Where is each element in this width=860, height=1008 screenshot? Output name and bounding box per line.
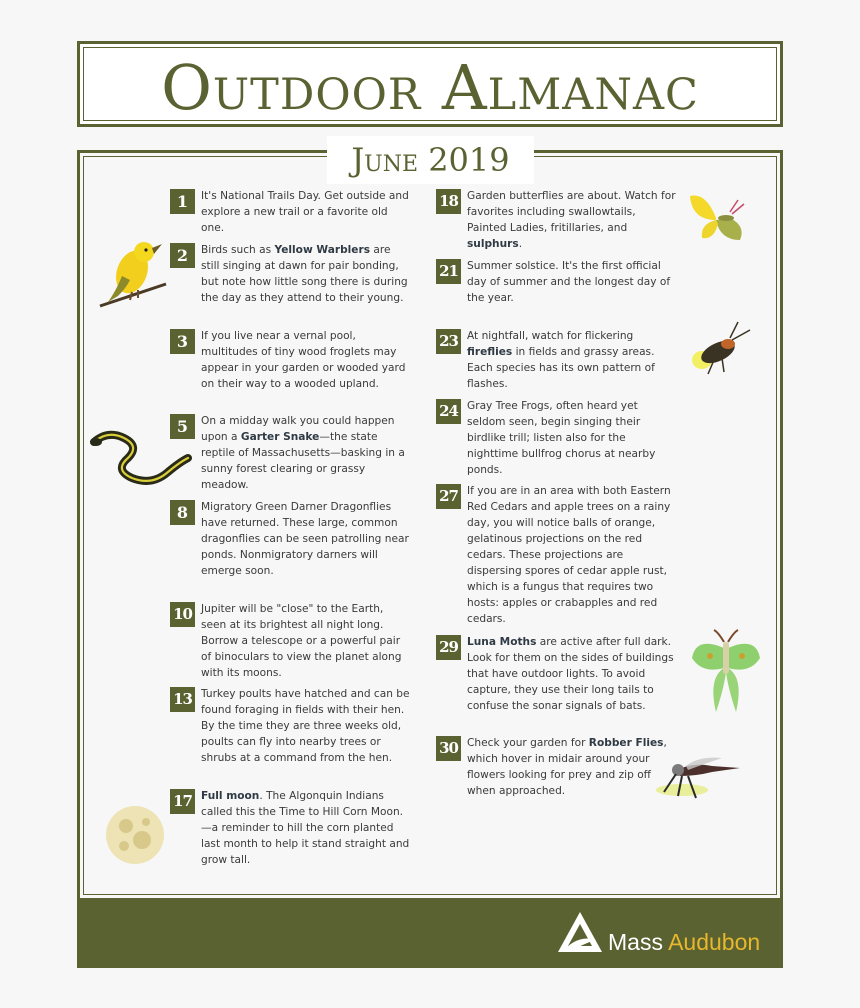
mass-audubon-wordmark[interactable]: [608, 927, 760, 957]
highlight-term: fireflies: [467, 346, 513, 358]
text-segment: Jupiter will be "close" to the Earth, seen at its brightest all night long. Borrow a telescope or a powerful pair of binoculars to view the planet along with its moons.: [201, 603, 402, 679]
entry-text: [201, 499, 410, 579]
text-segment: On a midday walk you could happen upon a: [201, 415, 395, 443]
text-segment: are still singing at dawn for pair bonding, but note how little song there is during the day as they attend to their young.: [201, 244, 408, 304]
text-segment: . The Algonquin Indians called this the Time to Hill Corn Moon. —a reminder to hill the corn planted last month to help it stand straight and grow tall.: [201, 790, 410, 866]
mass-audubon-logo-icon: [556, 910, 604, 954]
highlight-term: sulphurs: [467, 238, 519, 250]
day-badge: 13: [170, 687, 195, 712]
entry-text: [467, 634, 676, 714]
sulphur-butterfly-icon: [686, 190, 748, 244]
day-badge: 18: [436, 189, 461, 214]
day-badge: 2: [170, 243, 195, 268]
day-badge: 29: [436, 635, 461, 660]
day-badge: 21: [436, 259, 461, 284]
entry-text: [201, 686, 410, 766]
highlight-term: Robber Flies: [588, 737, 664, 749]
garter-snake-icon: [88, 428, 192, 494]
text-segment: Garden butterflies are about. Watch for favorites including swallowtails, Painted Ladies, fritillaries, and: [467, 190, 676, 234]
entry-text: [201, 188, 410, 236]
highlight-term: Yellow Warblers: [274, 244, 371, 256]
entry-text: [201, 328, 410, 392]
entry-text: [467, 258, 676, 306]
day-badge: 30: [436, 736, 461, 761]
text-segment: Check your garden for: [467, 737, 589, 749]
highlight-term: Full moon: [201, 790, 260, 802]
text-segment: Gray Tree Frogs, often heard yet seldom seen, begin singing their birdlike trill; listen also for the nighttime bullfrog chorus at nearby ponds.: [467, 400, 656, 476]
day-badge: 1: [170, 189, 195, 214]
entry-text: [467, 483, 676, 627]
entry-text: [201, 413, 410, 493]
entry-text: [467, 188, 676, 252]
month-label: June 2019: [327, 136, 534, 184]
entry-text: [467, 735, 676, 799]
page-title: Outdoor Almanac: [161, 51, 699, 124]
luna-moth-icon: [688, 628, 764, 714]
text-segment: , which hover in midair around your flowers looking for prey and zip off when approached.: [467, 737, 667, 797]
text-segment: are active after full dark. Look for them on the sides of buildings that have outdoor lights. To avoid capture, they use their long tails to confuse the sonar signals of bats.: [467, 636, 674, 712]
day-badge: 10: [170, 602, 195, 627]
day-badge: 3: [170, 329, 195, 354]
text-segment: —the state reptile of Massachusetts—basking in a sunny forest clearing or grassy meadow.: [201, 431, 405, 491]
brand-audubon: Audubon: [668, 929, 761, 955]
day-badge: 24: [436, 399, 461, 424]
text-segment: If you live near a vernal pool, multitudes of tiny wood froglets may appear in your garden or wooded yard on their way to a wooded upland.: [201, 330, 406, 390]
text-segment: It's National Trails Day. Get outside and explore a new trail or a favorite old one.: [201, 190, 409, 234]
text-segment: .: [518, 238, 523, 250]
day-badge: 8: [170, 500, 195, 525]
text-segment: Turkey poults have hatched and can be found foraging in fields with their hen. By the time they are three weeks old, poults can fly into nearby trees or shrubs at a command from the hen.: [201, 688, 410, 764]
text-segment: in fields and grassy areas. Each species has its own pattern of flashes.: [467, 346, 655, 390]
day-badge: 5: [170, 414, 195, 439]
text-segment: At nightfall, watch for flickering: [467, 330, 634, 342]
title-banner: [77, 41, 783, 127]
yellow-warbler-icon: [96, 236, 168, 312]
text-segment: If you are in an area with both Eastern Red Cedars and apple trees on a rainy day, you will notice balls of orange, gelatinous projections on the red cedars. These projections are dispersing spores of cedar apple rust, which is a fungus that requires two hosts: apples or crabapples and red cedars.: [467, 485, 671, 625]
brand-mass: Mass: [608, 929, 663, 955]
highlight-term: Garter Snake: [240, 431, 320, 443]
day-badge: 27: [436, 484, 461, 509]
day-badge: 23: [436, 329, 461, 354]
text-segment: Summer solstice. It's the first official day of summer and the longest day of the year.: [467, 260, 671, 304]
entry-text: [201, 601, 410, 681]
entry-text: [467, 328, 676, 392]
day-badge: 17: [170, 789, 195, 814]
highlight-term: Luna Moths: [467, 636, 537, 648]
almanac-panel: [77, 150, 783, 968]
robber-fly-icon: [652, 752, 742, 806]
full-moon-icon: [104, 804, 166, 866]
text-segment: Migratory Green Darner Dragonflies have returned. These large, common dragonflies can be seen patrolling near ponds. Nonmigratory darners will emerge soon.: [201, 501, 409, 577]
entry-text: [201, 788, 410, 868]
entry-text: [467, 398, 676, 478]
entry-text: [201, 242, 410, 306]
firefly-icon: [684, 320, 754, 378]
text-segment: Birds such as: [201, 244, 275, 256]
